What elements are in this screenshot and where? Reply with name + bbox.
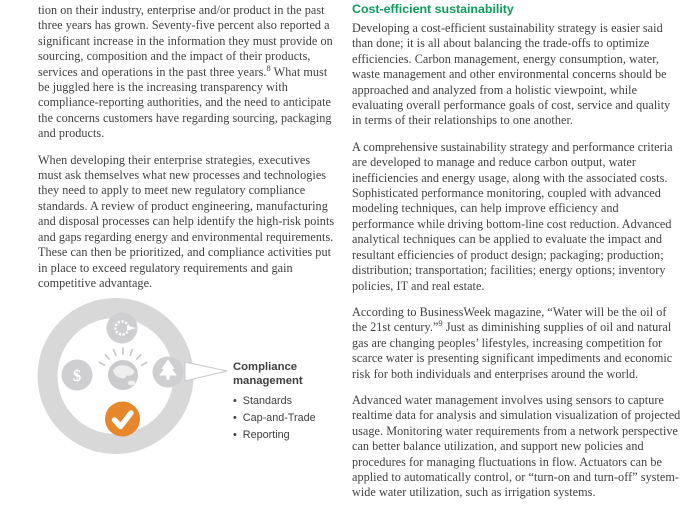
paragraph-text: Just as diminishing supplies of oil and natural gas are changing peoples’ lifestyles, increasing competition for scarce water is presenting significant impediments and economic risk for both individuals and enterprises around the world. xyxy=(352,320,673,381)
paragraph xyxy=(352,305,682,382)
paragraph-text: tion on their industry, enterprise and/or product in the past three years has grown. Seventy-five percent also reported a significant increase in the information they must provide on sourcing, composition and the impact of their products, services and operations in the past three years. xyxy=(38,3,333,79)
callout-title: Compliance management xyxy=(233,361,303,387)
diagram-callout xyxy=(233,361,345,446)
paragraph xyxy=(38,3,337,142)
left-column xyxy=(38,3,337,302)
callout-item-label: Cap-and-Trade xyxy=(242,411,316,424)
paragraph-text: According to BusinessWeek magazine, “Water will be the oil of the 21st century.” xyxy=(352,304,667,335)
paragraph: Developing a cost-efficient sustainability strategy is easier said than done; it is all about balancing the trade-offs to optimize efficiencies. Carbon management, energy consumption, water, waste management and other environmental concerns should be approached and analyzed from a holistic viewpoint, while evaluating overall performance goals of cost, service and quality in terms of their relationships to one another. xyxy=(352,21,671,128)
section-heading: Cost-efficient sustainability xyxy=(352,2,514,16)
process-gear-icon xyxy=(107,313,138,344)
svg-text:$: $ xyxy=(72,366,82,385)
list-item xyxy=(233,395,345,408)
footnote-ref-9: 9 xyxy=(438,318,443,329)
paragraph: When developing their enterprise strategies, executives must ask themselves what new processes and technologies they need to apply to meet new regulatory compliance standards. A review of product engineering, manufacturing and disposal processes can help identify the high-risk points and gaps regarding energy and environmental requirements. These can then be prioritized, and compliance activities put in place to exceed regulatory requirements and gain competitive advantage. xyxy=(38,152,335,290)
callout-item-label: Reporting xyxy=(242,429,290,441)
dollar-icon xyxy=(62,360,93,391)
bullet-icon: • xyxy=(233,411,237,424)
check-icon xyxy=(105,402,140,437)
tree-icon xyxy=(153,357,184,388)
bullet-icon: • xyxy=(233,429,237,441)
list-item xyxy=(233,429,345,442)
footnote-ref-8: 8 xyxy=(266,62,271,73)
callout-item-label: Standards xyxy=(242,394,292,407)
list-item xyxy=(233,412,345,425)
bullet-icon: • xyxy=(233,394,237,407)
paragraph-text: What must be juggled here is the increasing transparency with compliance-reporting authorities, and the need to anticipate the concerns customers have regarding sourcing, packaging and products. xyxy=(38,64,332,141)
paragraph: Advanced water management involves using sensors to capture realtime data for analysis and simulation visualization of projected usage. Monitoring water requirements from a network perspective can better balance utilization, and support new policies and procedures for managing fluctuations in flow. Actuators can be applied to automatically control, or “turn-on and turn-off” system-wide water utilization, such as irrigation systems. xyxy=(352,392,681,500)
right-column xyxy=(352,2,682,512)
callout-wedge xyxy=(185,362,227,381)
paragraph: A comprehensive sustainability strategy and performance criteria are developed to manage and reduce carbon output, water inefficiencies and energy usage, along with the associated costs. Sophisticated performance monitoring, coupled with advanced modeling techniques, can help improve efficiency and performance while driving bottom-line cost reduction. Advanced analytical techniques can be applied to evaluate the impact and resultant efficiencies of product design; packaging; production; distribution; transportation; facilities; energy options; inventory policies, IT and real estate. xyxy=(352,139,673,293)
globe-icon xyxy=(99,348,147,390)
sustainability-diagram xyxy=(28,283,238,473)
